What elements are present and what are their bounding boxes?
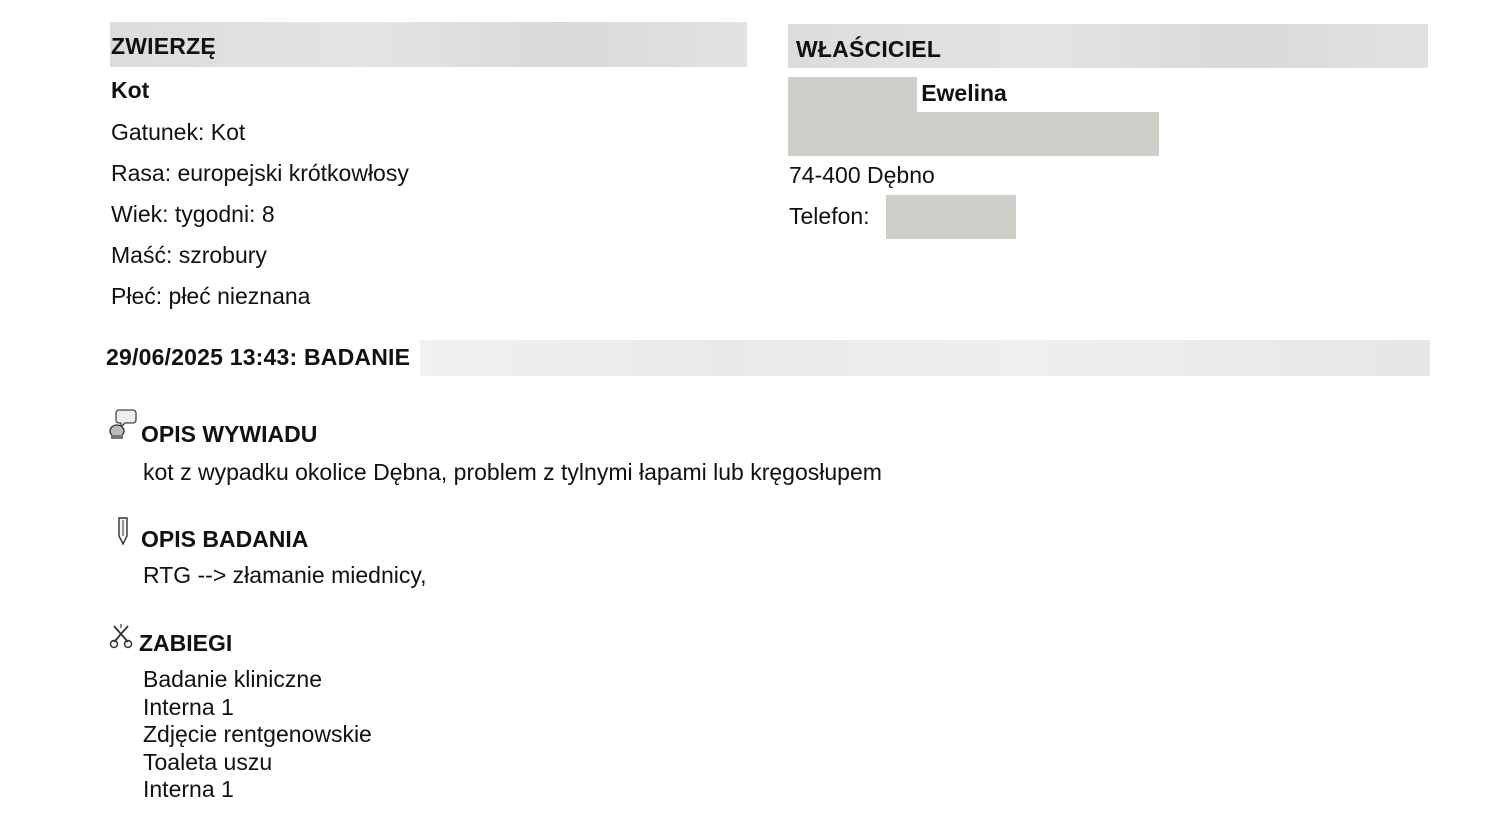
- procedures-list: [143, 666, 372, 804]
- speech-bubble-icon: [107, 408, 137, 440]
- procedures-title: ZABIEGI: [139, 630, 233, 656]
- scissors-icon: [108, 622, 136, 650]
- owner-name: Ewelina: [921, 80, 1007, 106]
- exam-title: OPIS BADANIA: [141, 526, 309, 552]
- animal-name: Kot: [111, 77, 150, 103]
- animal-age: Wiek: tygodni: 8: [111, 201, 275, 227]
- pen-icon: [115, 516, 131, 546]
- procedure-item: Zdjęcie rentgenowskie: [143, 721, 372, 747]
- interview-title: OPIS WYWIADU: [141, 421, 318, 447]
- animal-header: ZWIERZĘ: [111, 33, 216, 59]
- redaction-owner-address: [788, 112, 1159, 156]
- exam-body: RTG --> złamanie miednicy,: [143, 562, 427, 588]
- procedure-item: Interna 1: [143, 776, 234, 802]
- visit-header-band: [420, 340, 1430, 376]
- animal-breed: Rasa: europejski krótkowłosy: [111, 160, 409, 186]
- visit-title: 29/06/2025 13:43: BADANIE: [106, 344, 411, 370]
- redaction-owner-phone: [886, 195, 1016, 239]
- procedure-item: Badanie kliniczne: [143, 666, 323, 692]
- animal-species: Gatunek: Kot: [111, 119, 246, 145]
- animal-color: Maść: szrobury: [111, 242, 267, 268]
- owner-city: 74-400 Dębno: [789, 162, 935, 188]
- owner-header: WŁAŚCICIEL: [796, 36, 942, 62]
- owner-phone-label: Telefon:: [789, 203, 870, 229]
- interview-body: kot z wypadku okolice Dębna, problem z tylnymi łapami lub kręgosłupem: [143, 459, 882, 485]
- procedure-item: Interna 1: [143, 693, 234, 720]
- redaction-owner-surname: [788, 77, 917, 114]
- animal-sex: Płeć: płeć nieznana: [111, 283, 311, 309]
- procedure-item: Toaleta uszu: [143, 748, 273, 775]
